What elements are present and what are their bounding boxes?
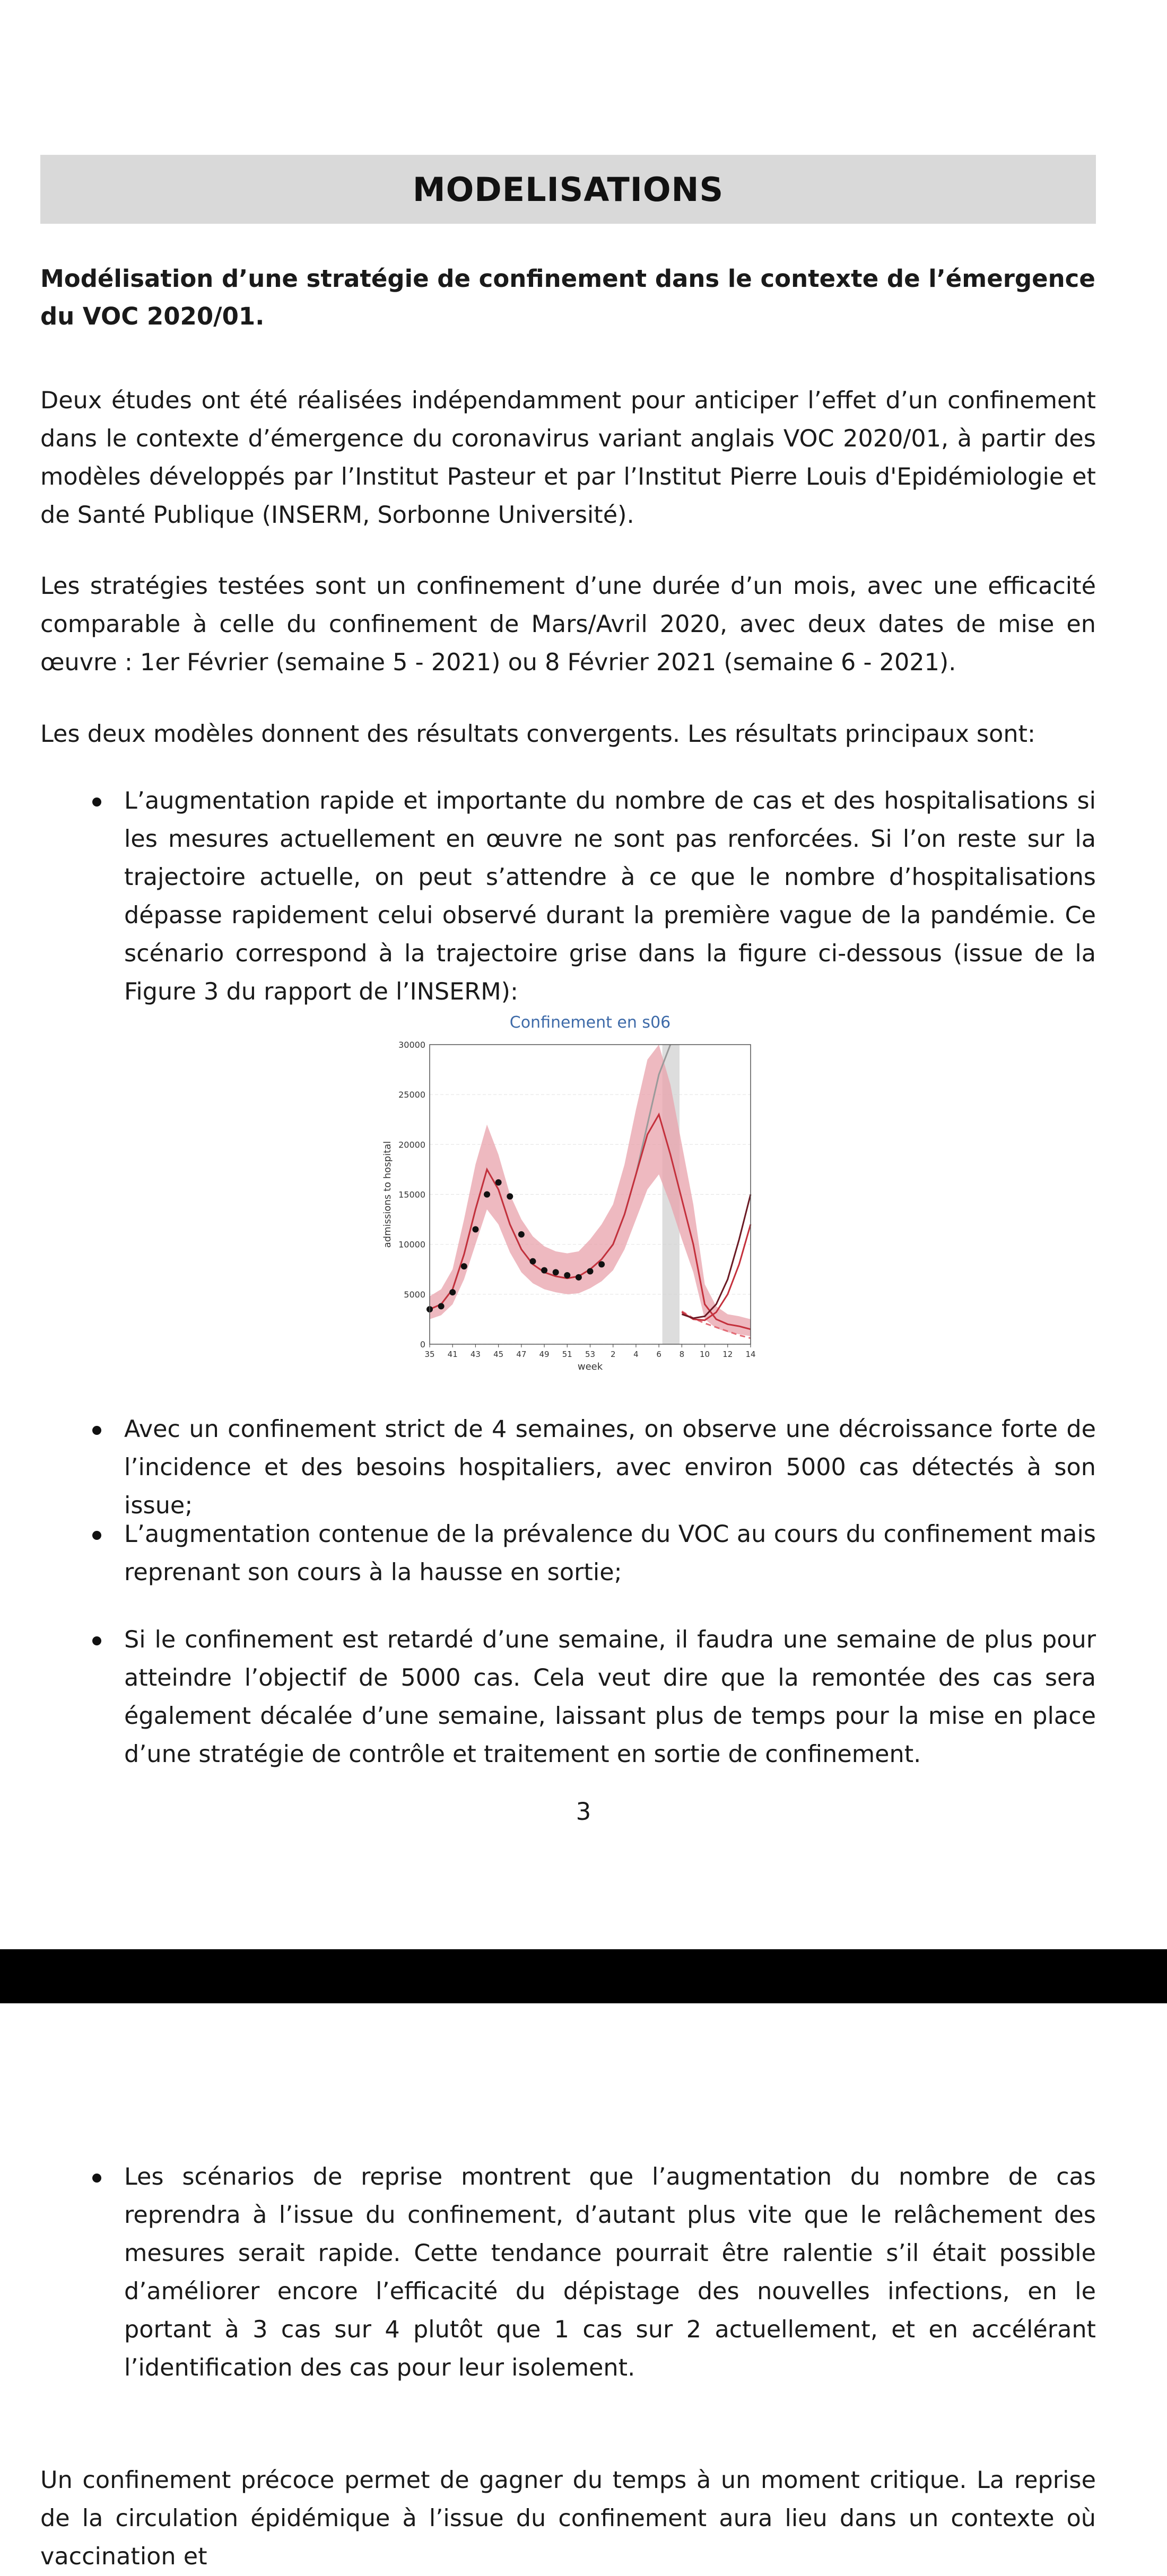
observed-point [518, 1231, 525, 1238]
bullet-text: Si le confinement est retardé d’une semaine, il faudra une semaine de plus pour atteindre l’objectif de 5000 cas. Cela veut dire que la remontée des cas sera également décalée d’une semaine, laissant plus de temps pour la mise en place d’une stratégie de contrôle et traitement en sortie de confinement. [124, 1626, 1096, 1768]
observed-point [553, 1269, 559, 1275]
chart-title: Confinement en s06 [509, 1013, 671, 1032]
x-tick-label: 4 [633, 1350, 639, 1359]
bullet-item [124, 1621, 1096, 1774]
x-tick-label: 8 [679, 1350, 685, 1359]
bullet-item [124, 782, 1096, 1011]
page-separator [0, 1949, 1167, 2003]
y-tick-label: 30000 [398, 1040, 425, 1050]
bullet-text: Les scénarios de reprise montrent que l’augmentation du nombre de cas reprendra à l’issue du confinement, d’autant plus vite que le relâchement des mesures serait rapide. Cette tendance pourrait être ralentie s’il était possible d’améliorer encore l’efficacité du dépistage des nouvelles infections, en le portant à 3 cas sur 4 plutôt que 1 cas sur 2 actuellement, et en accélérant l’identification des cas pour leur isolement. [124, 2163, 1096, 2381]
page-two [0, 2003, 1167, 2570]
bullet-dot [92, 1426, 101, 1435]
observed-point [438, 1303, 445, 1309]
observed-point [507, 1193, 513, 1199]
x-tick-label: 45 [493, 1350, 504, 1359]
bullet-dot [92, 1531, 101, 1540]
observed-point [564, 1272, 570, 1278]
document-subtitle: Modélisation d’une stratégie de confinement dans le contexte de l’émergence du VOC 2020/01. [40, 265, 1095, 330]
x-tick-label: 47 [516, 1350, 527, 1359]
bullet-item [124, 2158, 1096, 2387]
chart-svg [371, 1002, 774, 1384]
bullet-dot [92, 1636, 101, 1645]
observed-point [529, 1258, 536, 1265]
x-tick-label: 43 [470, 1350, 481, 1359]
observed-point [598, 1261, 605, 1267]
y-tick-label: 15000 [398, 1189, 425, 1200]
section-title: MODELISATIONS [412, 170, 724, 209]
y-tick-label: 0 [420, 1339, 425, 1350]
bullet-item [124, 1515, 1096, 1592]
observed-point [587, 1268, 594, 1275]
observed-point [495, 1179, 502, 1186]
observed-point [484, 1191, 490, 1198]
x-tick-label: 35 [424, 1350, 435, 1359]
observed-point [541, 1267, 547, 1274]
observed-point [472, 1226, 478, 1232]
bullet-item [124, 1410, 1096, 1525]
bullet-dot [92, 798, 101, 807]
x-tick-label: 2 [610, 1350, 616, 1359]
observed-point [461, 1263, 467, 1269]
y-tick-label: 25000 [398, 1090, 425, 1100]
paragraph-4: Un confinement précoce permet de gagner du temps à un moment critique. La reprise de la circulation épidémique à l’issue du confinement aura lieu dans un contexte où vaccination et [40, 2467, 1096, 2570]
y-axis-label: admissions to hospital [382, 1141, 393, 1248]
x-tick-label: 10 [700, 1350, 710, 1359]
x-tick-label: 53 [585, 1350, 596, 1359]
bullet-text: L’augmentation contenue de la prévalence du VOC au cours du confinement mais reprenant son cours à la hausse en sortie; [124, 1521, 1096, 1586]
paragraph-3: Les deux modèles donnent des résultats convergents. Les résultats principaux sont: [40, 721, 1035, 748]
bullet-text: Avec un confinement strict de 4 semaines, on observe une décroissance forte de l’incidence et des besoins hospitaliers, avec environ 5000 cas détectés à son issue; [124, 1416, 1096, 1519]
paragraph-2: Les stratégies testées sont un confinement d’une durée d’un mois, avec une efficacité comparable à celle du confinement de Mars/Avril 2020, avec deux dates de mise en œuvre : 1er Février (semaine 5 - 2021) ou 8 Février 2021 (semaine 6 - 2021). [40, 573, 1096, 676]
page-number: 3 [576, 1798, 591, 1826]
section-title-box [40, 155, 1096, 224]
x-tick-label: 14 [745, 1350, 756, 1359]
y-tick-label: 10000 [398, 1239, 425, 1250]
x-tick-label: 6 [656, 1350, 661, 1359]
bullet-text: L’augmentation rapide et importante du nombre de cas et des hospitalisations si les mesures actuellement en œuvre ne sont pas renforcées. Si l’on reste sur la trajectoire actuelle, on peut s’attendre à ce que le nombre d’hospitalisations dépasse rapidement celui observé durant la première vague de la pandémie. Ce scénario correspond à la trajectoire grise dans la figure ci-dessous (issue de la Figure 3 du rapport de l’INSERM): [124, 787, 1096, 1005]
x-tick-label: 49 [539, 1350, 550, 1359]
observed-point [576, 1274, 582, 1281]
x-tick-label: 12 [722, 1350, 733, 1359]
observed-point [449, 1289, 456, 1295]
bullet-dot [92, 2174, 101, 2183]
chart-figure [371, 1002, 774, 1384]
x-axis-label: week [577, 1361, 603, 1372]
x-tick-label: 51 [562, 1350, 572, 1359]
y-tick-label: 20000 [398, 1140, 425, 1150]
x-tick-label: 41 [447, 1350, 458, 1359]
paragraph-1: Deux études ont été réalisées indépendamment pour anticiper l’effet d’un confinement dans le contexte d’émergence du coronavirus variant anglais VOC 2020/01, à partir des modèles développés par l’Institut Pasteur et par l’Institut Pierre Louis d'Epidémiologie et de Santé Publique (INSERM, Sorbonne Université). [40, 387, 1096, 529]
y-tick-label: 5000 [404, 1289, 425, 1300]
